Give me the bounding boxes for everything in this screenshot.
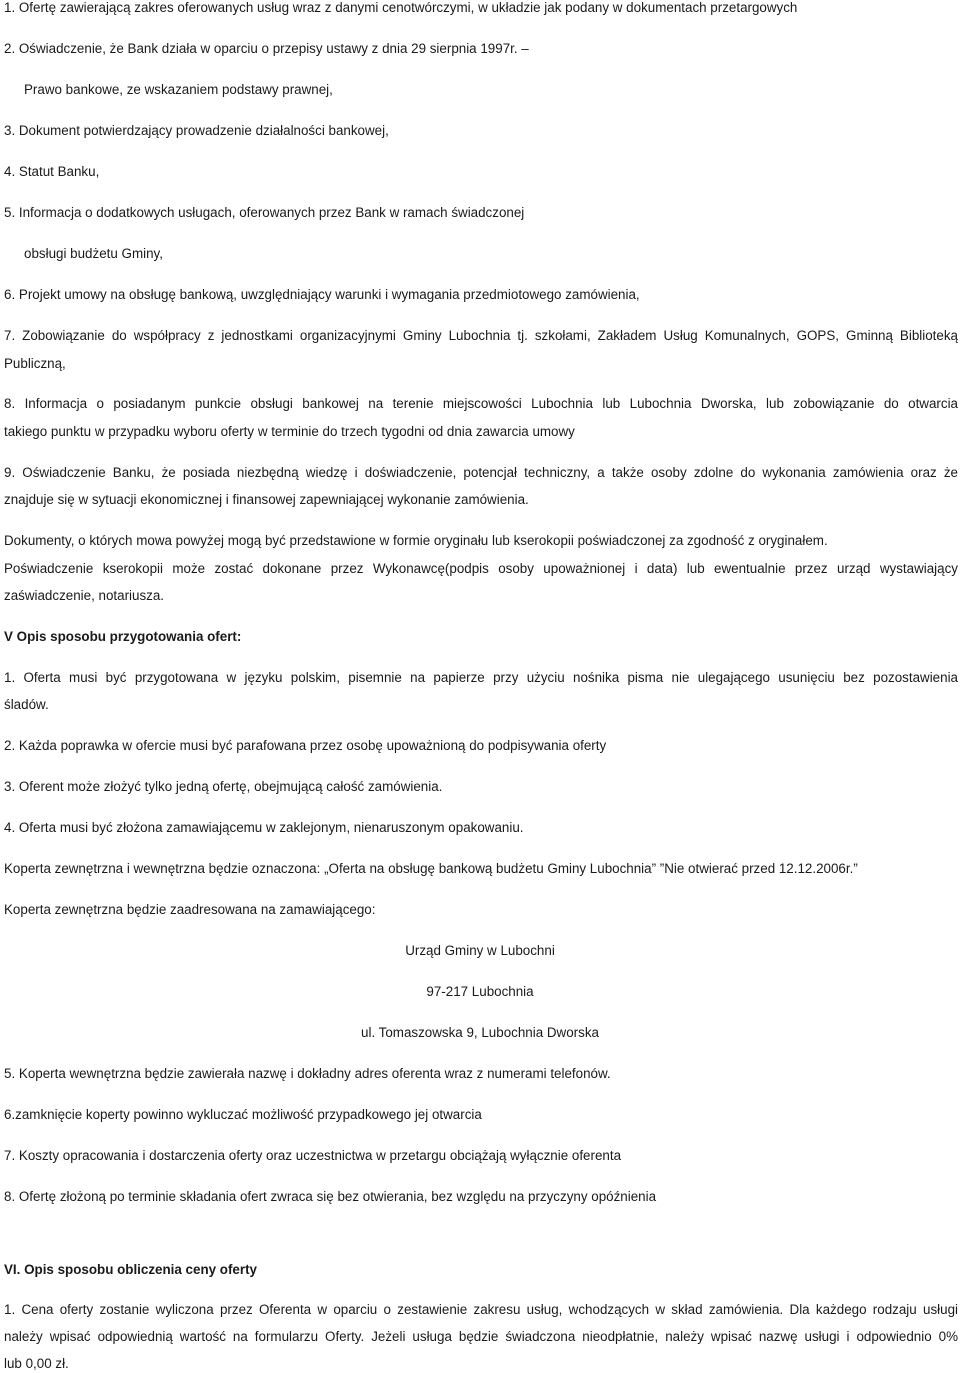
address-line-3: ul. Tomaszowska 9, Lubochnia Dworska <box>361 1025 599 1040</box>
list-item-6: 6. Projekt umowy na obsługę bankową, uwzględniający warunki i wymagania przedmiotowego zamówienia, <box>4 287 640 302</box>
offer-rule-6: 6.zamknięcie koperty powinno wykluczać możliwość przypadkowego jej otwarcia <box>4 1107 482 1122</box>
list-item-4: 4. Statut Banku, <box>4 164 100 179</box>
offer-rule-5: 5. Koperta wewnętrzna będzie zawierała nazwę i dokładny adres oferenta wraz z numerami telefonów. <box>4 1066 611 1081</box>
certification-note-line2: zaświadczenie, notariusza. <box>4 588 165 603</box>
list-item-5-line1: 5. Informacja o dodatkowych usługach, oferowanych przez Bank w ramach świadczonej <box>4 205 525 220</box>
section-6-heading: VI. Opis sposobu obliczenia ceny oferty <box>4 1262 257 1277</box>
offer-rule-1-line1: 1. Oferta musi być przygotowana w języku polskim, pisemnie na papierze przy użyciu nośnika pisma nie ulegającego usunięciu bez pozostawienia <box>4 670 958 685</box>
section-5-heading: V Opis sposobu przygotowania ofert: <box>4 629 242 644</box>
offer-rule-3: 3. Oferent może złożyć tylko jedną ofertę, obejmującą całość zamówienia. <box>4 779 443 794</box>
certification-note-line1: Poświadczenie kserokopii może zostać dokonane przez Wykonawcę(podpis osoby upoważnionej i data) lub ewentualnie przez urząd wystawiający <box>4 561 958 576</box>
list-item-9-line2: znajduje się w sytuacji ekonomicznej i finansowej zapewniającej wykonanie zamówienia. <box>4 492 529 507</box>
price-rule-1-line1: 1. Cena oferty zostanie wyliczona przez Oferenta w oparciu o zestawienie zakresu usług, wchodzących w skład zamówienia. Dla każdego rodzaju usługi <box>4 1302 958 1317</box>
list-item-9-line1: 9. Oświadczenie Banku, że posiada niezbędną wiedzę i doświadczenie, potencjał techniczny, a także osoby zdolne do wykonania zamówienia oraz że <box>4 465 958 480</box>
list-item-7-line1: 7. Zobowiązanie do współpracy z jednostkami organizacyjnymi Gminy Lubochnia tj. szkołami, Zakładem Usług Komunalnych, GOPS, Gminną Biblioteką <box>4 328 958 343</box>
offer-rule-1-line2: śladów. <box>4 697 49 712</box>
offer-rule-4: 4. Oferta musi być złożona zamawiającemu w zaklejonym, nienaruszonym opakowaniu. <box>4 820 524 835</box>
offer-rule-2: 2. Każda poprawka w ofercie musi być parafowana przez osobę upoważnioną do podpisywania oferty <box>4 738 607 753</box>
documents-note: Dokumenty, o których mowa powyżej mogą być przedstawione w formie oryginału lub kserokopii poświadczonej za zgodność z oryginałem. <box>4 533 828 548</box>
list-item-2-line2: Prawo bankowe, ze wskazaniem podstawy prawnej, <box>24 82 333 97</box>
list-item-8-line2: takiego punktu w przypadku wyboru oferty w terminie do trzech tygodni od dnia zawarcia umowy <box>4 424 575 439</box>
address-line-1: Urząd Gminy w Lubochni <box>405 943 555 958</box>
list-item-5-line2: obsługi budżetu Gminy, <box>24 246 163 261</box>
offer-rule-7: 7. Koszty opracowania i dostarczenia oferty oraz uczestnictwa w przetargu obciążają wyłącznie oferenta <box>4 1148 622 1163</box>
envelope-marking: Koperta zewnętrzna i wewnętrzna będzie oznaczona: „Oferta na obsługę bankową budżetu Gminy Lubochnia” ”Nie otwierać przed 12.12.2006r.” <box>4 861 858 876</box>
list-item-8-line1: 8. Informacja o posiadanym punkcie obsługi bankowej na terenie miejscowości Lubochnia lub Lubochnia Dworska, lub zobowiązanie do otwarcia <box>4 396 958 411</box>
list-item-7-line2: Publiczną, <box>4 356 66 371</box>
address-line-2: 97-217 Lubochnia <box>426 984 534 999</box>
address-intro: Koperta zewnętrzna będzie zaadresowana na zamawiającego: <box>4 902 376 917</box>
offer-rule-8: 8. Ofertę złożoną po terminie składania ofert zwraca się bez otwierania, bez względu na przyczyny opóźnienia <box>4 1189 657 1204</box>
list-item-1: 1. Ofertę zawierającą zakres oferowanych usług wraz z danymi cenotwórczymi, w układzie jak podany w dokumentach przetargowych <box>4 0 798 15</box>
list-item-3: 3. Dokument potwierdzający prowadzenie działalności bankowej, <box>4 123 389 138</box>
list-item-2-line1: 2. Oświadczenie, że Bank działa w oparciu o przepisy ustawy z dnia 29 sierpnia 1997r. – <box>4 41 529 56</box>
price-rule-1-line2: należy wpisać odpowiednią wartość na formularzu Oferty. Jeżeli usługa będzie świadczona nieodpłatnie, należy wpisać nazwę usługi i odpowiednio 0% <box>4 1329 958 1344</box>
price-rule-1-line3: lub 0,00 zł. <box>4 1356 69 1371</box>
